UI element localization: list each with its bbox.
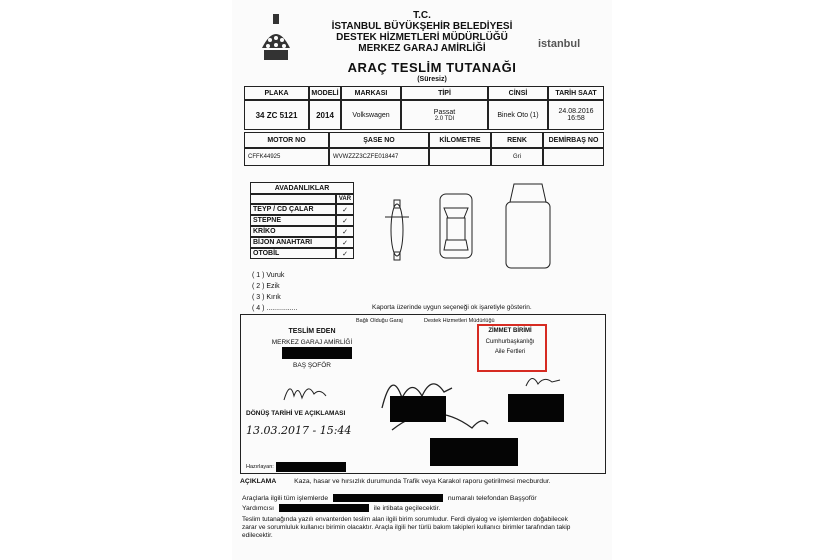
value-motor: CFFK44925 <box>244 148 329 166</box>
car-top-view-diagram <box>436 190 476 262</box>
value-tip <box>401 100 488 130</box>
footer-line3a: Yardımcısı <box>242 504 274 512</box>
footer-line3 <box>242 504 608 512</box>
form-subtitle: (Süresiz) <box>417 76 447 83</box>
value-demirbas <box>543 148 604 166</box>
equipment-check-stepne: ✓ <box>336 215 354 226</box>
redaction-phone <box>333 494 443 502</box>
istanbul-logo <box>538 38 600 50</box>
header-model: MODELİ <box>309 86 341 100</box>
document-sheet <box>232 0 612 560</box>
redaction-assistant <box>279 504 369 512</box>
signature-teslim-eden <box>280 378 330 406</box>
teslim-eden-unit: MERKEZ GARAJ AMİRLİĞİ <box>271 339 353 346</box>
unit-label: Bağlı Olduğu Garaj <box>356 318 403 324</box>
footer-aciklama <box>240 478 606 485</box>
header-line2: İSTANBUL BÜYÜKŞEHİR BELEDİYESİ <box>331 21 513 32</box>
equipment-item-kriko: KRİKO <box>250 226 336 237</box>
header-marka: MARKASI <box>341 86 401 100</box>
damage-note: Kaporta üzerinde uygun seçeneği ok işaretiyle gösterin. <box>372 304 532 311</box>
value-renk: Gri <box>491 148 543 166</box>
header-km: KİLOMETRE <box>429 132 491 148</box>
value-tip-main: Passat <box>433 108 456 116</box>
footer-line2 <box>242 494 608 502</box>
equipment-item-bijon: BİJON ANAHTARI <box>250 237 336 248</box>
value-tip-sub: 2.0 TDI <box>434 115 455 122</box>
value-plaka: 34 ZC 5121 <box>244 100 309 130</box>
equipment-item-otobil: OTOBİL <box>250 248 336 259</box>
teslim-eden-title: TESLİM EDEN <box>288 328 336 335</box>
damage-option-other: ( 4 ) ................ <box>252 305 298 312</box>
value-km <box>429 148 491 166</box>
redaction-name-2 <box>390 396 446 422</box>
value-tarih <box>548 100 604 130</box>
role-label: BAŞ ŞOFÖR <box>293 362 331 369</box>
equipment-check-bijon: ✓ <box>336 237 354 248</box>
header-demirbas: DEMİRBAŞ NO <box>543 132 604 148</box>
form-title: ARAÇ TESLİM TUTANAĞI <box>347 60 517 75</box>
aciklama-label: AÇIKLAMA <box>240 478 277 485</box>
signature-right <box>522 370 562 394</box>
zimmet-line1: Cumhurbaşkanlığı <box>485 339 535 345</box>
dept-label: Destek Hizmetleri Müdürlüğü <box>424 318 495 324</box>
header-line3: DESTEK HİZMETLERİ MÜDÜRLÜĞÜ <box>336 32 508 43</box>
footer-line2a: Araçlarla ilgili tüm işlemlerde <box>242 494 329 502</box>
value-cins: Binek Oto (1) <box>488 100 548 130</box>
car-front-view-diagram <box>500 180 556 272</box>
header-line4: MERKEZ GARAJ AMİRLİĞİ <box>358 43 486 54</box>
header-line1: T.C. <box>413 10 431 21</box>
value-date: 24.08.2016 <box>558 108 594 115</box>
zimmet-line2: Aile Fertleri <box>494 349 526 355</box>
header-cins: CİNSİ <box>488 86 548 100</box>
value-sase: WVWZZZ3CZFE018447 <box>329 148 429 166</box>
car-side-view-diagram <box>382 195 412 265</box>
damage-legend <box>252 270 298 314</box>
equipment-item-stepne: STEPNE <box>250 215 336 226</box>
zimmet-title: ZİMMET BİRİMİ <box>488 328 532 334</box>
prepared-by-label: Hazırlayan: <box>246 464 274 470</box>
istanbul-logo-text: istanbul <box>538 38 581 50</box>
equipment-title: AVADANLIKLAR <box>250 182 354 194</box>
redaction-name-3 <box>508 394 564 422</box>
aciklama-text: Kaza, hasar ve hırsızlık durumunda Trafik veya Karakol raporu getirilmesi mecburdur. <box>294 478 551 485</box>
damage-option-vuruk: ( 1 ) Vuruk <box>252 272 285 279</box>
header-tarih: TARİH SAAT <box>548 86 604 100</box>
equipment-check-kriko: ✓ <box>336 226 354 237</box>
redaction-name-1 <box>282 347 352 359</box>
damage-option-ezik: ( 2 ) Ezik <box>252 283 280 290</box>
equipment-item-teyp: TEYP / CD ÇALAR <box>250 204 336 215</box>
damage-option-kirik: ( 3 ) Kırık <box>252 294 281 301</box>
equipment-blank-header <box>250 194 336 204</box>
return-label: DÖNÜŞ TARİHİ VE AÇIKLAMASI <box>246 410 346 417</box>
ibb-emblem-icon <box>258 12 294 62</box>
equipment-var-header: VAR <box>336 194 354 204</box>
header-plaka: PLAKA <box>244 86 309 100</box>
equipment-check-teyp: ✓ <box>336 204 354 215</box>
header-renk: RENK <box>491 132 543 148</box>
value-model: 2014 <box>309 100 341 130</box>
header-motor: MOTOR NO <box>244 132 329 148</box>
equipment-check-otobil: ✓ <box>336 248 354 259</box>
header-tip: TİPİ <box>401 86 488 100</box>
redaction-prepared-by <box>276 462 346 472</box>
return-value: 13.03.2017 - 15:44 <box>246 424 352 437</box>
value-time: 16:58 <box>567 115 585 122</box>
footer-line2b: numaralı telefondan Başşoför <box>447 494 537 502</box>
header-sase: ŞASE NO <box>329 132 429 148</box>
header-block <box>312 10 532 54</box>
value-marka: Volkswagen <box>341 100 401 130</box>
redaction-name-4 <box>430 438 518 466</box>
footer-line3b: ile irtibata geçilecektir. <box>373 504 441 512</box>
footer-paragraph: Teslim tutanağında yazılı envanterden teslim alan ilgili birim sorumludur. Ferdi diyalog ve işlemlerden doğabilecek zarar ve sorumluluk kullanıcı birimin olacaktır. Araçla ilgili her türlü bakım takipleri kullanıcı birimler tarafından takip edilecektir. <box>242 516 571 539</box>
